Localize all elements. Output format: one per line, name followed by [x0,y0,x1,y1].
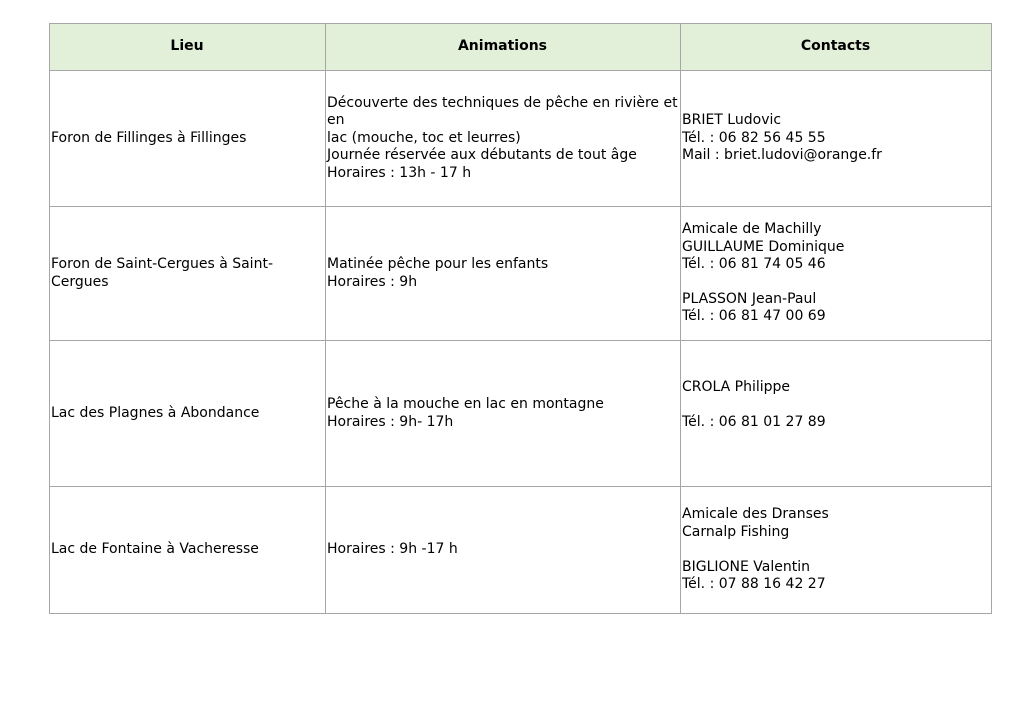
contact-line: PLASSON Jean-Paul [682,290,817,307]
cell-animations [326,71,681,207]
spacer [682,396,989,413]
cell-lieu [50,487,326,614]
spacer [682,274,989,291]
contact-line: Tél. : 06 81 74 05 46 [682,256,826,273]
cell-lieu [50,71,326,207]
cell-contacts [681,207,992,341]
contact-line: GUILLAUME Dominique [682,238,845,255]
header-lieu: Lieu [50,24,326,71]
cell-lieu [50,207,326,341]
lieu-text: Lac des Plagnes à Abondance [51,404,260,421]
cell-contacts [681,487,992,614]
animation-line: Journée réservée aux débutants de tout âge [327,147,637,164]
table-row [50,207,992,341]
cell-animations [326,341,681,487]
cell-animations [326,487,681,614]
contact-line: Tél. : 07 88 16 42 27 [682,576,826,593]
spacer [682,541,989,558]
animation-line: Horaires : 9h [327,273,418,290]
contact-line: Carnalp Fishing [682,523,790,540]
animation-line: Matinée pêche pour les enfants [327,256,549,273]
animation-line: Horaires : 13h - 17 h [327,164,472,181]
animation-line: lac (mouche, toc et leurres) [327,129,521,146]
cell-lieu [50,341,326,487]
lieu-text: Lac de Fontaine à Vacheresse [51,541,259,558]
contact-line: Tél. : 06 81 01 27 89 [682,413,826,430]
contact-line: Amicale de Machilly [682,221,822,238]
contact-line: CROLA Philippe [682,378,791,395]
events-table [49,23,992,614]
animation-line: Horaires : 9h -17 h [327,541,458,558]
lieu-text: Foron de Saint-Cergues à Saint-Cergues [51,256,273,290]
table-row [50,487,992,614]
animation-line: Découverte des techniques de pêche en rivière et en [327,94,683,129]
contact-line: Tél. : 06 81 47 00 69 [682,308,826,325]
animation-line: Horaires : 9h- 17h [327,413,454,430]
contact-line: Tél. : 06 82 56 45 55 [682,129,826,146]
header-animations: Animations [326,24,681,71]
cell-animations [326,207,681,341]
table-row [50,341,992,487]
contact-line: Amicale des Dranses [682,506,829,523]
table-row [50,71,992,207]
contact-line: BRIET Ludovic [682,112,782,129]
lieu-text: Foron de Fillinges à Fillinges [51,129,247,146]
contact-line: BIGLIONE Valentin [682,558,810,575]
header-contacts: Contacts [681,24,992,71]
table-header-row [50,24,992,71]
cell-contacts [681,341,992,487]
spacer [682,431,989,448]
animation-line: Pêche à la mouche en lac en montagne [327,396,604,413]
contact-email: Mail : briet.ludovi@orange.fr [682,147,882,164]
cell-contacts [681,71,992,207]
